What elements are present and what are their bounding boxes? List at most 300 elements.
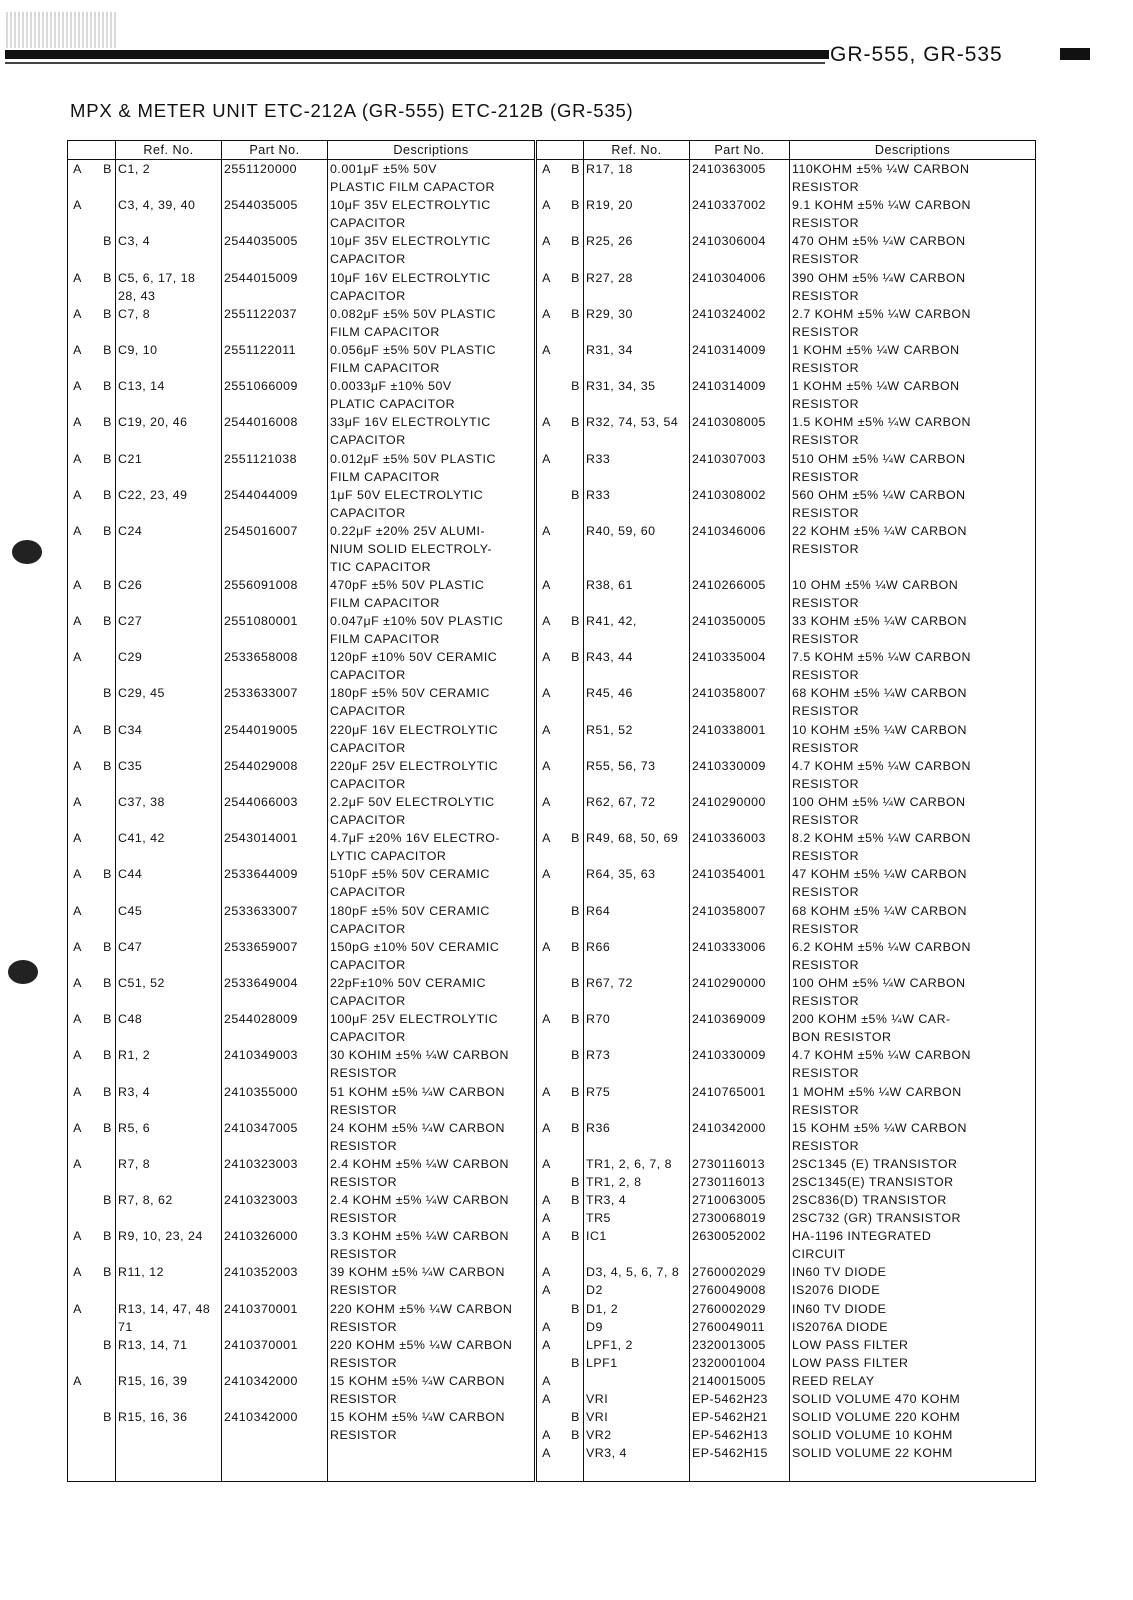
model-applicability — [536, 974, 584, 1010]
model-a-mark: A — [542, 650, 551, 665]
part-no: 2533633007 — [222, 684, 328, 720]
model-applicability — [68, 450, 116, 486]
ref-no: R75 — [584, 1083, 690, 1119]
ref-no: C7, 8 — [116, 305, 222, 341]
model-applicability — [68, 612, 116, 648]
description: 0.047μF ±10% 50V PLASTIC FILM CAPACITOR — [328, 612, 536, 648]
ref-no: C45 — [116, 902, 222, 938]
model-a-mark: A — [73, 1265, 82, 1280]
model-applicability — [68, 1046, 116, 1082]
ref-no: C13, 14 — [116, 377, 222, 413]
table-row — [68, 1408, 1036, 1444]
model-applicability — [536, 684, 584, 720]
description: 2SC1345 (E) TRANSISTOR 2SC1345(E) TRANSISTOR — [790, 1155, 1036, 1191]
model-a-mark: A — [73, 867, 82, 882]
description: 39 KOHM ±5% ¼W CARBON RESISTOR — [328, 1263, 536, 1299]
description: 0.0033μF ±10% 50V PLATIC CAPACITOR — [328, 377, 536, 413]
model-applicability — [536, 721, 584, 757]
model-a-mark: A — [542, 162, 551, 176]
part-no: 2410290000 — [690, 974, 790, 1010]
ref-no: C48 — [116, 1010, 222, 1046]
description: 4.7μF ±20% 16V ELECTRO- LYTIC CAPACITOR — [328, 829, 536, 865]
model-b-mark: B — [103, 1012, 112, 1027]
table-row — [68, 413, 1036, 449]
part-no: 2410337002 — [690, 196, 790, 232]
model-applicability — [536, 902, 584, 938]
model-b-mark: B — [571, 831, 580, 846]
table-row — [68, 269, 1036, 305]
model-applicability — [536, 1155, 584, 1191]
description: 8.2 KOHM ±5% ¼W CARBON RESISTOR — [790, 829, 1036, 865]
model-b-mark: B — [103, 1048, 112, 1063]
model-a-mark: A — [542, 270, 551, 285]
model-applicability — [536, 938, 584, 974]
model-b-mark: B — [571, 487, 580, 502]
ref-no: C27 — [116, 612, 222, 648]
ref-no: C3, 4 — [116, 232, 222, 268]
part-no: 2533659007 — [222, 938, 328, 974]
model-b-mark: B — [571, 1229, 580, 1244]
description: IN60 TV DIODE IS2076A DIODE — [790, 1300, 1036, 1336]
model-a-mark: A — [542, 198, 551, 213]
ref-no: C21 — [116, 450, 222, 486]
model-a-mark: A — [73, 342, 82, 357]
description: 120pF ±10% 50V CERAMIC CAPACITOR — [328, 648, 536, 684]
part-no: 2410306004 — [690, 232, 790, 268]
model-b-mark: B — [571, 614, 580, 629]
model-b-mark: B — [571, 1120, 580, 1135]
ref-no: VRI VR2 — [584, 1408, 690, 1444]
description: 24 KOHM ±5% ¼W CARBON RESISTOR — [328, 1119, 536, 1155]
table-row — [68, 305, 1036, 341]
model-a-mark: A — [73, 1012, 82, 1027]
part-no: 2410323003 — [222, 1191, 328, 1227]
description: 100 OHM ±5% ¼W CARBON RESISTOR — [790, 793, 1036, 829]
scan-artifact — [6, 12, 116, 48]
ref-no: D1, 2 D9 — [584, 1300, 690, 1336]
model-applicability — [68, 1336, 116, 1372]
model-a-mark: A — [73, 306, 82, 321]
ref-no: R38, 61 — [584, 576, 690, 612]
ref-no: R33 — [584, 450, 690, 486]
model-applicability — [68, 269, 116, 305]
part-no: 2710063005 2730068019 — [690, 1191, 790, 1227]
model-b-mark: B — [571, 1174, 580, 1189]
model-b-mark: B — [103, 306, 112, 321]
description: 33μF 16V ELECTROLYTIC CAPACITOR — [328, 413, 536, 449]
table-row — [68, 576, 1036, 612]
model-applicability — [68, 684, 116, 720]
part-no: 2410330009 — [690, 757, 790, 793]
part-no: 2410308005 — [690, 413, 790, 449]
part-no: 2320013005 2320001004 — [690, 1336, 790, 1372]
model-a-mark: A — [542, 1446, 551, 1461]
ref-no: R1, 2 — [116, 1046, 222, 1082]
ref-no: R31, 34 — [584, 341, 690, 377]
ref-no: R3, 4 — [116, 1083, 222, 1119]
model-applicability — [68, 902, 116, 938]
ref-no: R62, 67, 72 — [584, 793, 690, 829]
table-row — [68, 793, 1036, 829]
model-applicability — [536, 450, 584, 486]
description: 0.012μF ±5% 50V PLASTIC FILM CAPACITOR — [328, 450, 536, 486]
model-a-mark: A A — [542, 1374, 551, 1406]
description: 470pF ±5% 50V PLASTIC FILM CAPACITOR — [328, 576, 536, 612]
description: 220μF 16V ELECTROLYTIC CAPACITOR — [328, 721, 536, 757]
model-a-mark: A — [73, 614, 82, 629]
description: 68 KOHM ±5% ¼W CARBON RESISTOR — [790, 684, 1036, 720]
description: 22 KOHM ±5% ¼W CARBON RESISTOR — [790, 522, 1036, 576]
description: 1μF 50V ELECTROLYTIC CAPACITOR — [328, 486, 536, 522]
table-row — [68, 1191, 1036, 1227]
part-no: 2730116013 2730116013 — [690, 1155, 790, 1191]
ref-no: R9, 10, 23, 24 — [116, 1227, 222, 1263]
model-applicability — [536, 1444, 584, 1481]
model-a-mark: A — [73, 1084, 82, 1099]
model-a-mark: A — [73, 722, 82, 737]
model-a-mark: A — [73, 198, 82, 213]
model-a-mark: A — [542, 415, 551, 430]
model-applicability — [68, 341, 116, 377]
model-applicability — [68, 1191, 116, 1227]
ref-no: R73 — [584, 1046, 690, 1082]
table-row — [68, 377, 1036, 413]
description: HA-1196 INTEGRATED CIRCUIT — [790, 1227, 1036, 1263]
model-applicability — [536, 305, 584, 341]
part-no: 2544035005 — [222, 232, 328, 268]
ref-no: D3, 4, 5, 6, 7, 8 D2 — [584, 1263, 690, 1299]
col-part-no: Part No. — [222, 141, 328, 160]
ref-no: TR3, 4 TR5 — [584, 1191, 690, 1227]
table-row — [68, 232, 1036, 268]
ref-no: R15, 16, 39 — [116, 1372, 222, 1408]
description: 68 KOHM ±5% ¼W CARBON RESISTOR — [790, 902, 1036, 938]
ref-no: C22, 23, 49 — [116, 486, 222, 522]
description: 10μF 35V ELECTROLYTIC CAPACITOR — [328, 232, 536, 268]
model-applicability — [68, 1263, 116, 1299]
model-b-mark: B — [103, 270, 112, 285]
model-applicability — [536, 1191, 584, 1227]
model-applicability — [68, 1227, 116, 1263]
ref-no: R7, 8 — [116, 1155, 222, 1191]
table-row — [68, 829, 1036, 865]
description: 2.4 KOHM ±5% ¼W CARBON RESISTOR — [328, 1191, 536, 1227]
table-row — [68, 1083, 1036, 1119]
part-no: 2544028009 — [222, 1010, 328, 1046]
part-no: 2544015009 — [222, 269, 328, 305]
ref-no: R32, 74, 53, 54 — [584, 413, 690, 449]
ref-no: C29 — [116, 648, 222, 684]
description: 3.3 KOHM ±5% ¼W CARBON RESISTOR — [328, 1227, 536, 1263]
part-no: EP-5462H21 EP-5462H13 — [690, 1408, 790, 1444]
empty-cell — [68, 1444, 116, 1481]
ref-no: VRI — [584, 1372, 690, 1408]
model-applicability — [536, 522, 584, 576]
description: 33 KOHM ±5% ¼W CARBON RESISTOR — [790, 612, 1036, 648]
model-a-mark: A — [73, 1229, 82, 1244]
part-no: 2410326000 — [222, 1227, 328, 1263]
model-applicability — [536, 1336, 584, 1372]
table-row — [68, 1263, 1036, 1299]
description: 1 KOHM ±5% ¼W CARBON RESISTOR — [790, 377, 1036, 413]
ref-no: R17, 18 — [584, 160, 690, 197]
ref-no: C3, 4, 39, 40 — [116, 196, 222, 232]
description: 560 OHM ±5% ¼W CARBON RESISTOR — [790, 486, 1036, 522]
description: 150pG ±10% 50V CERAMIC CAPACITOR — [328, 938, 536, 974]
binder-hole — [12, 540, 42, 564]
ref-no: C5, 6, 17, 18 28, 43 — [116, 269, 222, 305]
table-row — [68, 902, 1036, 938]
part-no: 2545016007 — [222, 522, 328, 576]
ref-no: C19, 20, 46 — [116, 413, 222, 449]
model-b-mark: B — [103, 379, 112, 394]
part-no: 2556091008 — [222, 576, 328, 612]
table-row — [68, 1336, 1036, 1372]
description: 0.001μF ±5% 50V PLASTIC FILM CAPACTOR — [328, 160, 536, 197]
model-a-mark: A — [542, 1229, 551, 1244]
model-applicability — [68, 305, 116, 341]
table-row — [68, 1155, 1036, 1191]
ref-no: R31, 34, 35 — [584, 377, 690, 413]
part-no: 2410342000 — [690, 1119, 790, 1155]
part-no: 2140015005 EP-5462H23 — [690, 1372, 790, 1408]
model-applicability — [68, 1300, 116, 1336]
model-a-mark: A — [542, 722, 551, 737]
model-a-mark: A — [73, 415, 82, 430]
model-applicability — [536, 269, 584, 305]
model-a-mark: A A — [542, 1193, 551, 1226]
model-a-mark: A — [542, 1012, 551, 1027]
ref-no: R43, 44 — [584, 648, 690, 684]
part-no: 2410338001 — [690, 721, 790, 757]
model-applicability — [536, 232, 584, 268]
ref-no: R64, 35, 63 — [584, 865, 690, 901]
model-applicability — [536, 1372, 584, 1408]
table-row — [68, 865, 1036, 901]
col-part-no: Part No. — [690, 141, 790, 160]
part-no: 2410308002 — [690, 486, 790, 522]
empty-cell — [116, 1444, 222, 1481]
description: 47 KOHM ±5% ¼W CARBON RESISTOR — [790, 865, 1036, 901]
description: 6.2 KOHM ±5% ¼W CARBON RESISTOR — [790, 938, 1036, 974]
part-no: 2544019005 — [222, 721, 328, 757]
model-a-mark: A — [542, 1084, 551, 1099]
model-a-mark: A — [73, 758, 82, 773]
part-no: 2410330009 — [690, 1046, 790, 1082]
part-no: 2410358007 — [690, 902, 790, 938]
part-no: 2410342000 — [222, 1408, 328, 1444]
model-applicability — [68, 829, 116, 865]
description: 15 KOHM ±5% ¼W CARBON RESISTOR — [328, 1408, 536, 1444]
description: 100μF 25V ELECTROLYTIC CAPACITOR — [328, 1010, 536, 1046]
description: IN60 TV DIODE IS2076 DIODE — [790, 1263, 1036, 1299]
section-title: MPX & METER UNIT ETC-212A (GR-555) ETC-212B (GR-535) — [70, 100, 634, 121]
table-row — [68, 938, 1036, 974]
part-no: 2410354001 — [690, 865, 790, 901]
ref-no: R51, 52 — [584, 721, 690, 757]
model-a-mark: A — [542, 306, 551, 321]
description: 15 KOHM ±5% ¼W CARBON RESISTOR — [328, 1372, 536, 1408]
header-rule-thin — [5, 62, 825, 64]
description: 7.5 KOHM ±5% ¼W CARBON RESISTOR — [790, 648, 1036, 684]
model-b-mark: B — [571, 415, 580, 430]
header-block — [1060, 48, 1090, 60]
description: 51 KOHM ±5% ¼W CARBON RESISTOR — [328, 1083, 536, 1119]
model-b-mark: B — [103, 939, 112, 954]
model-a-mark: A — [73, 487, 82, 502]
model-applicability — [536, 160, 584, 197]
description: SOLID VOLUME 22 KOHM — [790, 1444, 1036, 1481]
description: 470 OHM ±5% ¼W CARBON RESISTOR — [790, 232, 1036, 268]
model-a-mark: A — [73, 903, 82, 918]
ref-no: TR1, 2, 6, 7, 8 TR1, 2, 8 — [584, 1155, 690, 1191]
model-a-mark: A — [73, 975, 82, 990]
ref-no: C41, 42 — [116, 829, 222, 865]
table-row — [68, 721, 1036, 757]
ref-no: C9, 10 — [116, 341, 222, 377]
model-applicability — [68, 865, 116, 901]
model-b-mark: B — [571, 379, 580, 394]
table-row — [68, 341, 1036, 377]
ref-no: IC1 — [584, 1227, 690, 1263]
model-a-mark: A — [542, 234, 551, 249]
table-row — [68, 1010, 1036, 1046]
part-no: 2544035005 — [222, 196, 328, 232]
part-no: 2551121038 — [222, 450, 328, 486]
ref-no: C24 — [116, 522, 222, 576]
model-applicability — [536, 377, 584, 413]
model-applicability — [536, 1046, 584, 1082]
ref-no: R13, 14, 71 — [116, 1336, 222, 1372]
model-applicability — [68, 160, 116, 197]
model-b-mark: B — [103, 1120, 112, 1135]
model-b-mark: B — [103, 614, 112, 629]
part-no: 2551080001 — [222, 612, 328, 648]
model-b-mark: B — [571, 1301, 580, 1316]
table-row — [68, 1046, 1036, 1082]
model-b-mark: B — [103, 686, 112, 701]
model-b-mark: B — [571, 1193, 580, 1208]
model-a-mark: A — [73, 1120, 82, 1135]
model-a-mark: A — [73, 650, 82, 665]
model-applicability — [68, 196, 116, 232]
part-no: 2533633007 — [222, 902, 328, 938]
model-b-mark: B — [571, 1084, 580, 1099]
model-a-mark: A — [73, 162, 82, 176]
description: 4.7 KOHM ±5% ¼W CARBON RESISTOR — [790, 757, 1036, 793]
model-applicability — [68, 938, 116, 974]
description: 1.5 KOHM ±5% ¼W CARBON RESISTOR — [790, 413, 1036, 449]
model-b-mark: B — [571, 1012, 580, 1027]
ref-no: R11, 12 — [116, 1263, 222, 1299]
model-b-mark: B — [103, 758, 112, 773]
model-applicability — [68, 522, 116, 576]
part-no: 2410352003 — [222, 1263, 328, 1299]
table-row — [68, 1119, 1036, 1155]
model-applicability — [536, 1119, 584, 1155]
model-a-mark: A — [542, 1337, 551, 1352]
part-no: 2410290000 — [690, 793, 790, 829]
model-b-mark: B — [103, 523, 112, 538]
table-row — [68, 450, 1036, 486]
model-applicability — [536, 1227, 584, 1263]
model-applicability — [536, 576, 584, 612]
model-applicability — [536, 196, 584, 232]
description: 180pF ±5% 50V CERAMIC CAPACITOR — [328, 684, 536, 720]
model-applicability — [68, 576, 116, 612]
ref-no: R49, 68, 50, 69 — [584, 829, 690, 865]
model-b-mark: B — [103, 342, 112, 357]
part-no: 2533649004 — [222, 974, 328, 1010]
model-applicability — [536, 1300, 584, 1336]
part-no: 2543014001 — [222, 829, 328, 865]
part-no: 2410369009 — [690, 1010, 790, 1046]
part-no: 2551120000 — [222, 160, 328, 197]
table-row — [68, 1444, 1036, 1481]
model-applicability — [536, 757, 584, 793]
model-a-mark: A — [73, 1374, 82, 1388]
part-no: 2410335004 — [690, 648, 790, 684]
model-b-mark: B — [571, 270, 580, 285]
part-no: 2410307003 — [690, 450, 790, 486]
model-a-mark: A — [542, 758, 551, 773]
binder-hole — [8, 960, 38, 984]
model-a-mark: A — [73, 1156, 82, 1171]
ref-no: C29, 45 — [116, 684, 222, 720]
model-applicability — [536, 1408, 584, 1444]
model-applicability — [68, 1155, 116, 1191]
table-row — [68, 486, 1036, 522]
ref-no: C26 — [116, 576, 222, 612]
model-a-mark: A — [542, 1120, 551, 1135]
description: 0.056μF ±5% 50V PLASTIC FILM CAPACITOR — [328, 341, 536, 377]
part-no: 2410336003 — [690, 829, 790, 865]
ref-no: R66 — [584, 938, 690, 974]
ref-no: R41, 42, — [584, 612, 690, 648]
ref-no: R64 — [584, 902, 690, 938]
description: 2.2μF 50V ELECTROLYTIC CAPACITOR — [328, 793, 536, 829]
model-a-mark: A A — [542, 1265, 551, 1298]
part-no: EP-5462H15 — [690, 1444, 790, 1481]
table-row — [68, 1227, 1036, 1263]
model-a-mark: A — [73, 379, 82, 394]
description: 4.7 KOHM ±5% ¼W CARBON RESISTOR — [790, 1046, 1036, 1082]
description: 2.7 KOHM ±5% ¼W CARBON RESISTOR — [790, 305, 1036, 341]
ref-no: C37, 38 — [116, 793, 222, 829]
model-title: GR-555, GR-535 — [830, 43, 1003, 66]
description: LOW PASS FILTER LOW PASS FILTER — [790, 1336, 1036, 1372]
ref-no: R27, 28 — [584, 269, 690, 305]
model-b-mark: B — [571, 306, 580, 321]
ref-no: C34 — [116, 721, 222, 757]
parts-table — [67, 140, 1036, 1482]
model-a-mark: A — [542, 1319, 551, 1334]
ref-no: C47 — [116, 938, 222, 974]
description: 200 KOHM ±5% ¼W CAR- BON RESISTOR — [790, 1010, 1036, 1046]
part-no: 2760002029 2760049008 — [690, 1263, 790, 1299]
model-applicability — [68, 377, 116, 413]
model-b-mark: B — [103, 577, 112, 592]
empty-cell — [222, 1444, 328, 1481]
part-no: 2410304006 — [690, 269, 790, 305]
model-b-mark: B — [103, 1337, 112, 1352]
table-row — [68, 522, 1036, 576]
model-b-mark: B — [103, 867, 112, 882]
model-b-mark: B — [103, 722, 112, 737]
model-a-mark: A — [73, 451, 82, 466]
table-row — [68, 684, 1036, 720]
description: 220 KOHM ±5% ¼W CARBON RESISTOR — [328, 1300, 536, 1336]
